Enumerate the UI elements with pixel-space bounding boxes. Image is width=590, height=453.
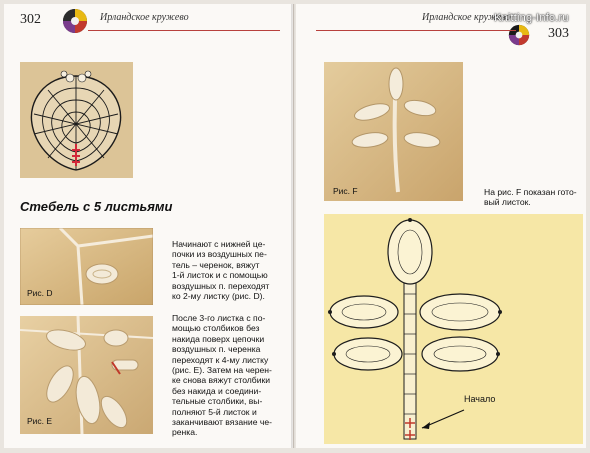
para2-line: без накида и соедини- — [172, 385, 262, 396]
left-page — [4, 4, 294, 448]
color-wheel-emblem-icon — [508, 24, 530, 46]
para1-line: почки из воздушных пе- — [172, 249, 267, 260]
para1-line: тель – черенок, вяжут — [172, 259, 260, 270]
left-running-head: Ирландское кружево — [100, 12, 189, 23]
para2-line: ренка. — [172, 427, 198, 438]
fig-f-label: Рис. F — [333, 186, 358, 196]
para2-line: переходят к 4-му листку — [172, 354, 269, 365]
para2-line: тельные столбики, вы- — [172, 396, 263, 407]
section-title: Стебель с 5 листьями — [20, 199, 173, 214]
para1-line: 1-й листок и с помощью — [172, 270, 268, 281]
right-page — [296, 4, 586, 448]
photo-f — [324, 62, 463, 201]
paragraph-1 — [172, 239, 285, 301]
para2-line: мощью столбиков без — [172, 323, 260, 334]
para2-line: После 3-го листка с по- — [172, 313, 266, 323]
leaf-stem-diagram — [324, 214, 583, 444]
para2-line: (рис. E). Затем на черен- — [172, 365, 272, 376]
right-page-number: 303 — [548, 26, 569, 41]
color-wheel-emblem-icon — [62, 8, 88, 34]
para2-line: ке снова вяжут столбики — [172, 375, 271, 386]
right-header-rule — [316, 30, 516, 31]
para2-line: заканчивают вязание че- — [172, 417, 272, 428]
para1-line: Начинают с нижней це- — [172, 239, 266, 249]
caption-f — [484, 187, 577, 208]
photo-e — [20, 316, 153, 434]
lace-disk-photo — [20, 62, 133, 178]
para1-line: ко 2-му листку (рис. D). — [172, 291, 265, 302]
fig-e-label: Рис. E — [27, 416, 53, 426]
caption-line: На рис. F показан гото- — [484, 187, 577, 197]
right-running-head: Ирландское кружево — [422, 12, 511, 23]
start-label: Начало — [464, 394, 496, 404]
para1-line: воздушных п. переходят — [172, 280, 270, 291]
para2-line: накида поверх цепочки — [172, 333, 265, 344]
left-header-rule — [88, 30, 280, 31]
paragraph-2 — [172, 313, 285, 438]
watermark: Knitting-Info.ru — [494, 12, 569, 24]
para2-line: полняют 5-й листок и — [172, 406, 257, 417]
photo-d — [20, 228, 153, 305]
left-page-number: 302 — [20, 12, 41, 27]
caption-line: вый листок. — [484, 197, 531, 208]
fig-d-label: Рис. D — [27, 288, 53, 298]
para2-line: воздушных п. черенка — [172, 344, 261, 355]
